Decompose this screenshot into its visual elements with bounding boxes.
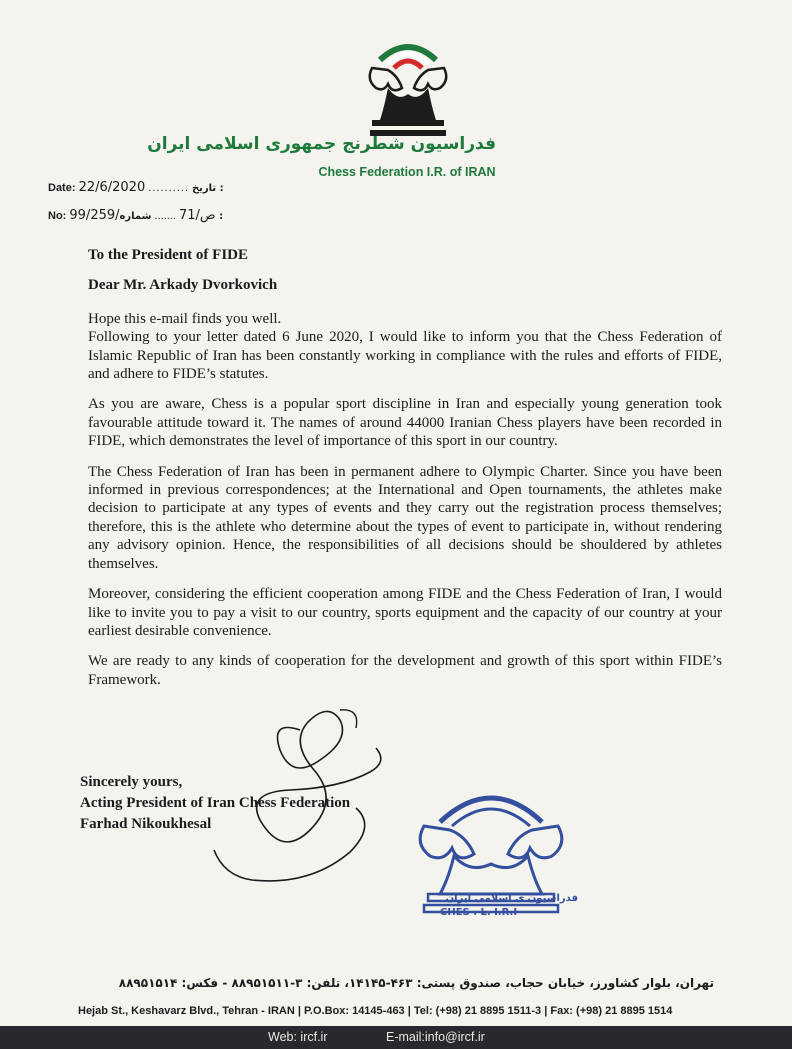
- email-link[interactable]: E-mail:info@ircf.ir: [386, 1030, 485, 1044]
- recipient: To the President of FIDE: [88, 247, 249, 263]
- date-label-fa: تاریخ :: [191, 183, 224, 194]
- federation-name-persian: فدراسیون شطرنج جمهوری اسلامی ایران: [147, 134, 496, 154]
- paragraph-4: Moreover, considering the efficient cooperation among FIDE and the Chess Federation of Iran, I would like to invite you to pay a visit to our country, sports equipment and the capacity of our country at your earliest desirable convenience.: [88, 586, 722, 639]
- paragraph-3: The Chess Federation of Iran has been in permanent adhere to Olympic Charter. Since you have been informed in previous correspondences; at the International and Open tournaments, the athletes make decision to participate at any types of events and they carry out the registration process themselves; therefore, this is the athlete who determine about the types of event to participate in, without rendering any advisory opinion. Hence, the responsibilities of all decisions should be shouldered by athletes themselves.: [88, 463, 722, 572]
- paragraph-2: As you are aware, Chess is a popular sport discipline in Iran and especially young generation took favourable attitude toward it. The names of around 44000 Iranian Chess players have been recorded in FIDE, which demonstrates the level of importance of this sport in our country.: [88, 396, 722, 450]
- signer-name: Farhad Nikoukhesal: [80, 816, 212, 832]
- footer-web-bar: [0, 1026, 792, 1049]
- greeting: Hope this e-mail finds you well.: [88, 310, 282, 327]
- letter-body: [88, 246, 722, 689]
- closing: Sincerely yours,: [80, 774, 183, 790]
- federation-logo-icon: [358, 36, 458, 140]
- date-line: Date: 22/6/2020 .......... تاریخ :: [48, 180, 224, 195]
- number-label-fa: شماره :: [119, 211, 224, 222]
- salutation: Dear Mr. Arkady Dvorkovich: [88, 277, 278, 294]
- federation-name-english: Chess Federation I.R. of IRAN: [318, 165, 496, 179]
- stamp-text-fa: فدراسیون ی اسلامی ایران: [445, 893, 578, 904]
- number-value: 99/259/ص/71: [69, 208, 216, 223]
- signer-title: Acting President of Iran Chess Federation: [80, 795, 351, 811]
- number-line: No: 99/259/ص/71 ....... شماره :: [48, 208, 224, 223]
- footer-address-persian: تهران، بلوار کشاورز، خیابان حجاب، صندوق پستی: ۴۶۳-۱۴۱۴۵، تلفن: ۳-۸۸۹۵۱۵۱۱ - فکس: ۸۸۹۵۱۵۱۴: [118, 976, 714, 990]
- paragraph-5: We are ready to any kinds of cooperation for the development and growth of this sport within FIDE’s Framework.: [88, 653, 722, 688]
- web-link[interactable]: Web: ircf.ir: [268, 1030, 328, 1044]
- date-value: 22/6/2020: [78, 180, 146, 195]
- stamp-text-en: CHES . L. I.R.I: [440, 907, 518, 918]
- footer-address-english: Hejab St., Keshavarz Blvd., Tehran - IRAN | P.O.Box: 14145-463 | Tel: (+98) 21 8895 1511-3 | Fax: (+98) 21 8895 1514: [78, 1005, 673, 1017]
- date-label: Date:: [48, 182, 76, 194]
- number-label: No:: [48, 210, 67, 222]
- paragraph-1: Following to your letter dated 6 June 2020, I would like to inform you that the Chess Federation of Islamic Republic of Iran has been constantly working in compliance with the rules and efforts of FIDE, and adhere to FIDE’s statutes.: [88, 329, 722, 383]
